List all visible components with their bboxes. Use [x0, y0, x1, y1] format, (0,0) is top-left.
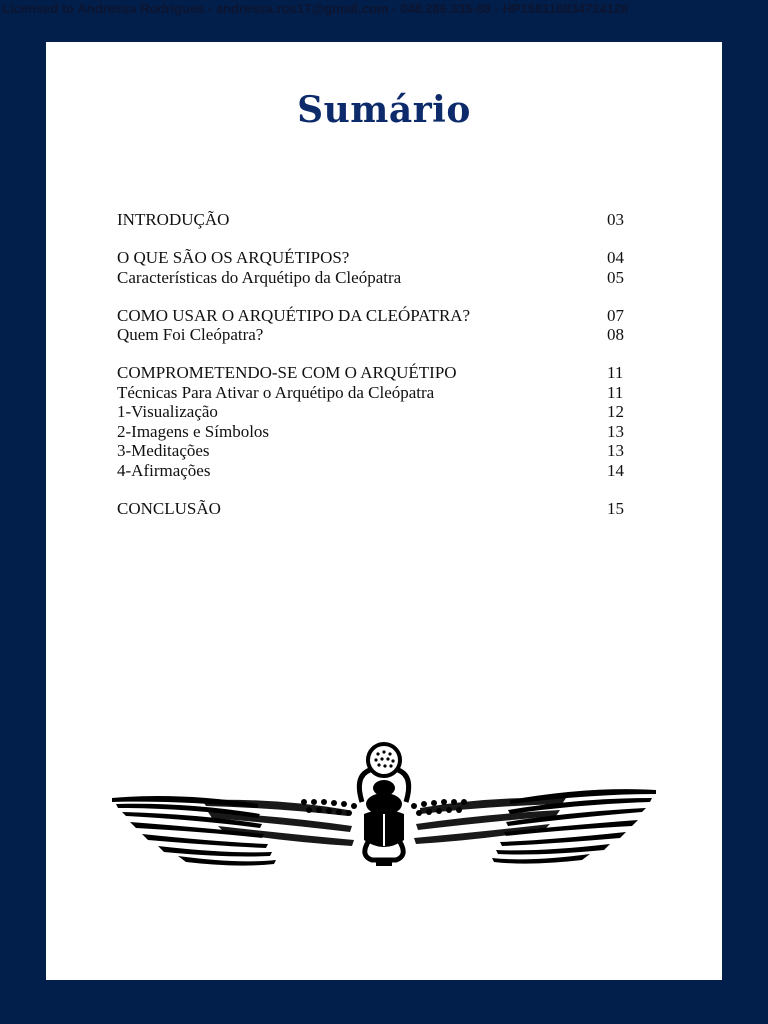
- toc-entry-label: Técnicas Para Ativar o Arquétipo da Cleópatra: [117, 382, 435, 402]
- toc-entry-page-number: 04: [607, 248, 624, 267]
- toc-entry-page-number: 13: [607, 421, 624, 441]
- toc-entry-label: COMPROMETENDO-SE COM O ARQUÉTIPO: [117, 363, 457, 382]
- toc-entry-label: COMO USAR O ARQUÉTIPO DA CLEÓPATRA?: [117, 305, 471, 325]
- toc-entry-label: Características do Arquétipo da Cleópatra: [117, 267, 402, 287]
- toc-entry-label: CONCLUSÃO: [117, 498, 221, 518]
- toc-group: [117, 210, 631, 230]
- toc-entry[interactable]: [117, 422, 631, 442]
- toc-entry[interactable]: [117, 499, 631, 519]
- toc-entry-page-number: 14: [607, 460, 624, 480]
- toc-entry[interactable]: [117, 461, 631, 481]
- toc-entry-page-number: 11: [607, 363, 624, 382]
- winged-scarab-icon: [108, 742, 660, 872]
- toc-entry[interactable]: [117, 210, 631, 230]
- toc-entry[interactable]: [117, 441, 631, 461]
- toc-entry-page-number: 08: [607, 325, 624, 344]
- toc-entry[interactable]: [117, 248, 631, 268]
- toc-entry[interactable]: [117, 402, 631, 422]
- table-of-contents: [117, 210, 631, 537]
- toc-entry-label: INTRODUÇÃO: [117, 210, 230, 229]
- toc-entry-page-number: 15: [607, 498, 624, 518]
- toc-group: [117, 499, 631, 519]
- toc-entry[interactable]: [117, 363, 631, 383]
- toc-entry-label: Quem Foi Cleópatra?: [117, 325, 264, 344]
- toc-entry-label: 3-Meditações: [117, 441, 210, 460]
- toc-entry-page-number: 12: [607, 402, 624, 421]
- toc-entry-label: O QUE SÃO OS ARQUÉTIPOS?: [117, 248, 350, 267]
- toc-entry-page-number: 05: [607, 267, 624, 287]
- toc-entry[interactable]: [117, 306, 631, 326]
- toc-group: [117, 306, 631, 345]
- license-watermark: Licensed to Andressa Rodrigues - andressa.ros17@gmail.com - 048.286.335-88 - HP15811683472412​8: [2, 1, 629, 16]
- document-page: [46, 42, 722, 980]
- toc-entry[interactable]: [117, 325, 631, 345]
- toc-entry-page-number: 13: [607, 441, 624, 460]
- toc-entry-page-number: 03: [607, 210, 624, 229]
- page-title: Sumário: [297, 89, 471, 131]
- toc-entry-label: 2-Imagens e Símbolos: [117, 421, 270, 441]
- toc-entry[interactable]: [117, 268, 631, 288]
- toc-entry-label: 4-Afirmações: [117, 460, 211, 480]
- toc-entry-page-number: 07: [607, 305, 624, 325]
- toc-group: [117, 248, 631, 287]
- toc-entry[interactable]: [117, 383, 631, 403]
- toc-entry-label: 1-Visualização: [117, 402, 218, 421]
- toc-group: [117, 363, 631, 480]
- toc-entry-page-number: 11: [607, 382, 624, 402]
